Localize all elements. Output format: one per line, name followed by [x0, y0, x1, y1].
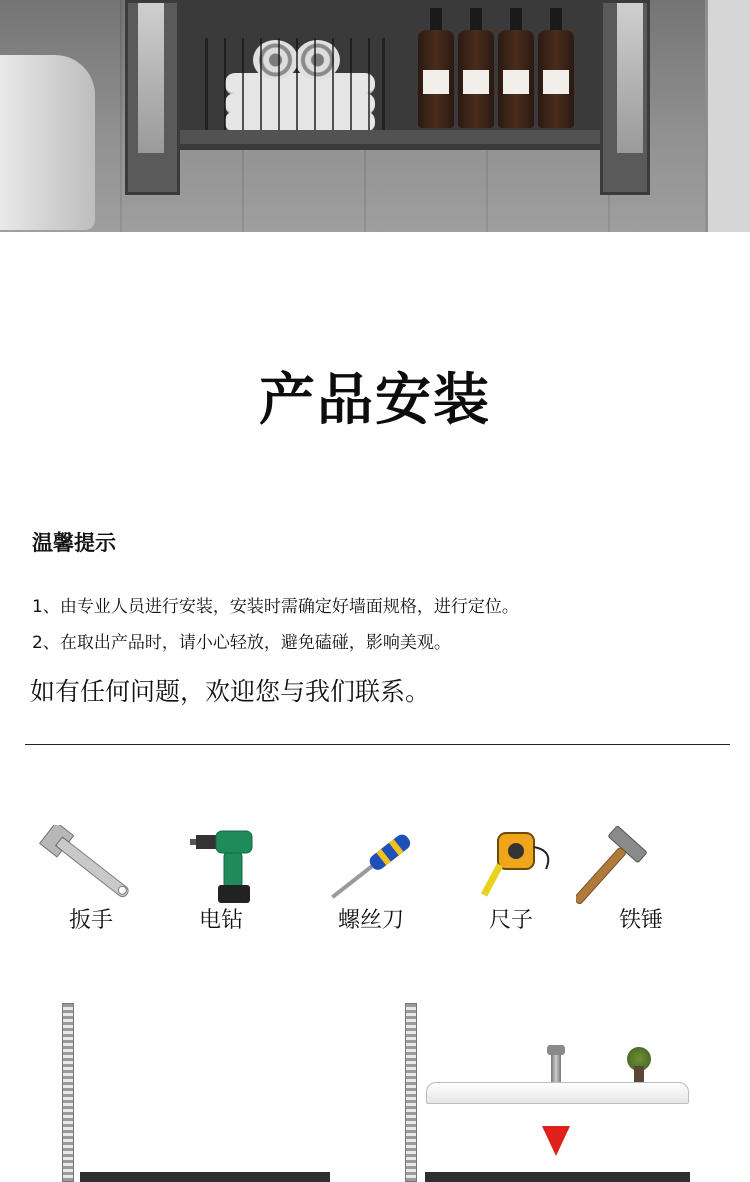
tip-line: 1、由专业人员进行安装，安装时需确定好墙面规格，进行定位。	[32, 597, 519, 617]
bottle-image	[498, 30, 534, 128]
hammer-icon	[576, 825, 706, 910]
cabinet-top-left	[80, 1172, 330, 1182]
tool-label: 螺丝刀	[337, 908, 404, 933]
bathroom-cabinet-photo	[0, 0, 750, 232]
toilet-image	[0, 55, 95, 230]
tape-measure-icon	[446, 825, 576, 910]
tool-wrench	[26, 815, 156, 945]
contact-note: 如有任何问题，欢迎您与我们联系。	[30, 677, 431, 706]
tip-line: 2、在取出产品时，请小心轻放，避免磕碰，影响美观。	[32, 633, 451, 653]
tool-drill	[156, 815, 286, 945]
screwdriver-icon	[306, 825, 436, 910]
bottle-image	[538, 30, 574, 128]
tool-hammer	[576, 815, 706, 945]
wire-basket	[205, 38, 385, 133]
tips-heading: 温馨提示	[32, 531, 116, 555]
tool-screwdriver	[306, 815, 436, 945]
section-title: 产品安装	[259, 368, 491, 433]
divider	[25, 744, 730, 745]
mirror-frame	[705, 0, 750, 232]
cabinet-top-right	[425, 1172, 690, 1182]
tool-label: 电钻	[198, 908, 243, 933]
tool-label: 铁锤	[618, 908, 663, 933]
tool-label: 尺子	[488, 908, 533, 933]
cabinet-door-left	[125, 0, 180, 195]
faucet-head	[547, 1045, 565, 1055]
shelf-board	[180, 130, 600, 144]
wall-rail-left	[62, 1003, 74, 1182]
tool-tape-measure	[446, 815, 576, 945]
drill-icon	[156, 825, 286, 910]
tool-label: 扳手	[68, 908, 113, 933]
bottle-image	[458, 30, 494, 128]
bottle-image	[418, 30, 454, 128]
wrench-icon	[26, 825, 156, 910]
wall-rail-right	[405, 1003, 417, 1182]
basin-image	[426, 1082, 689, 1104]
cabinet-door-right	[600, 0, 650, 195]
down-arrow-icon	[542, 1126, 570, 1156]
tools-row	[0, 815, 750, 955]
